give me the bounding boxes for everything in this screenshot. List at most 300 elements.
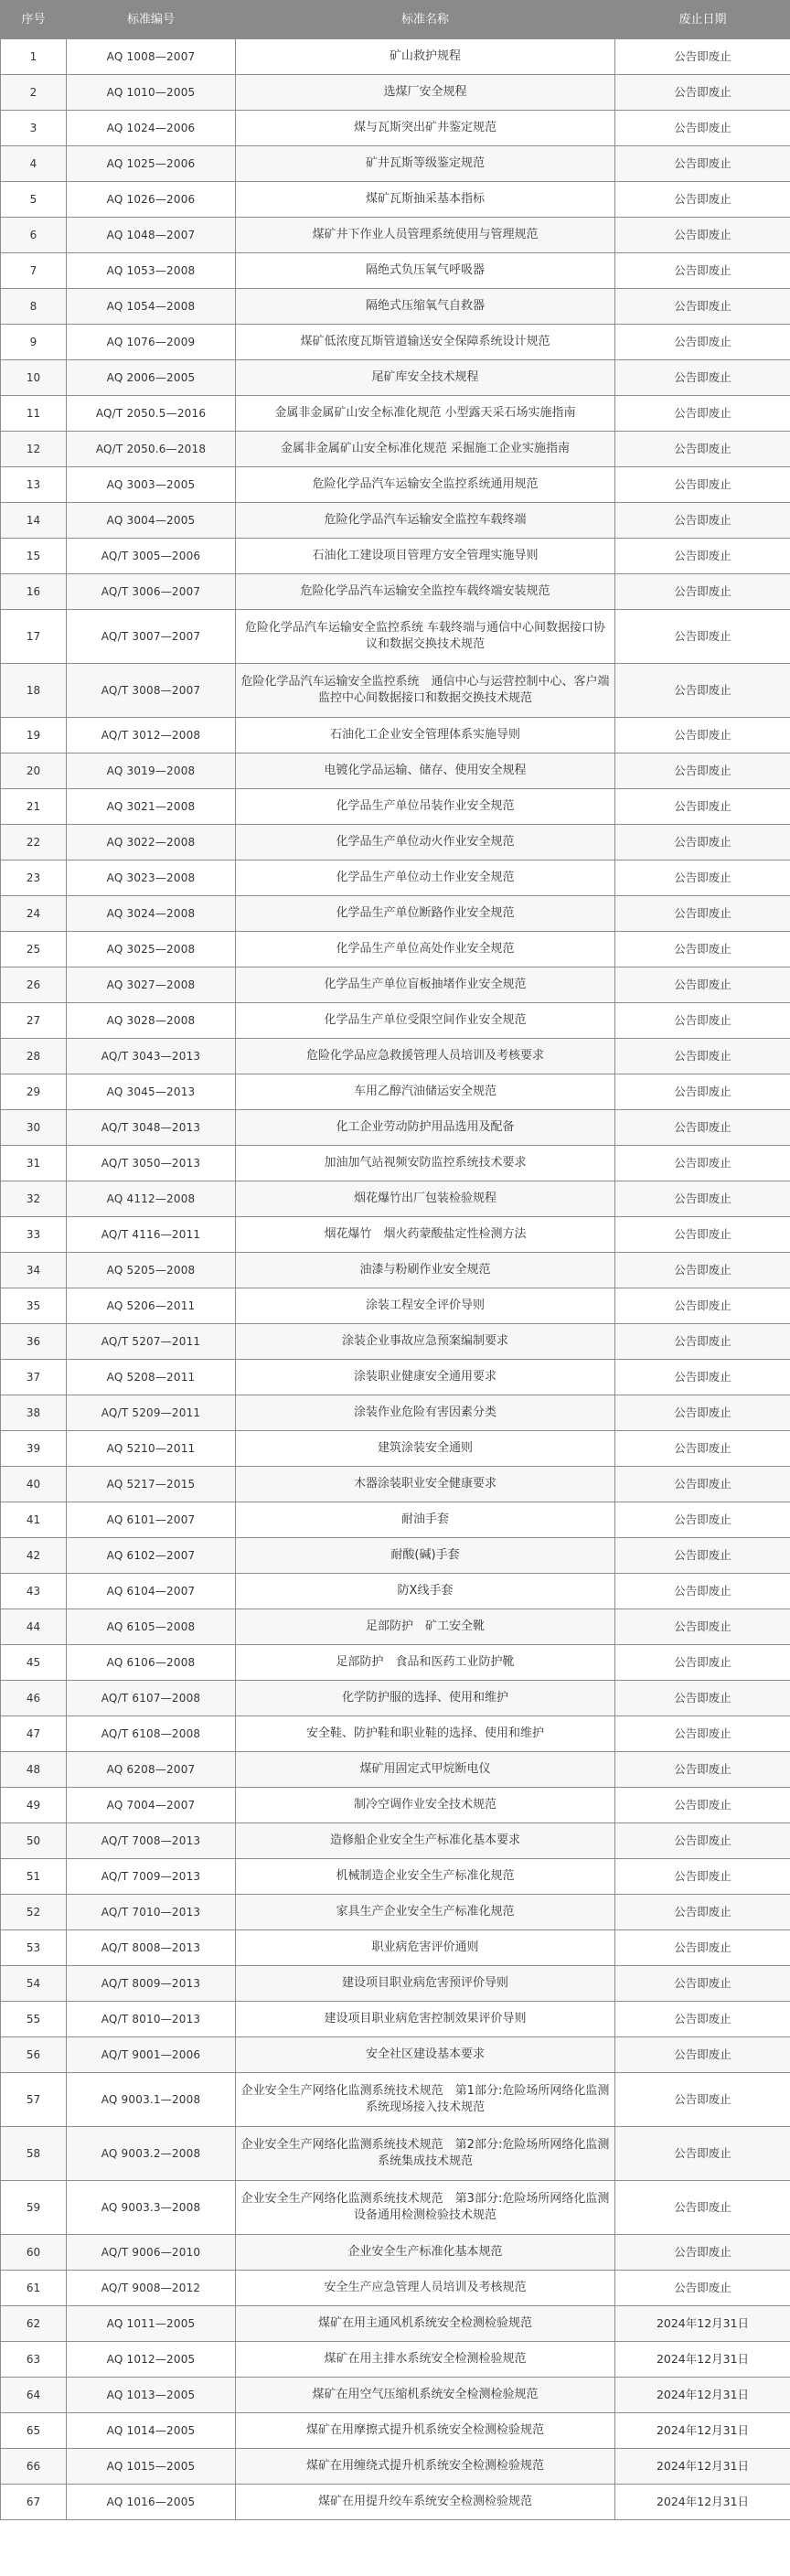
table-row	[1, 664, 790, 718]
cell-standard-name: 煤矿用固定式甲烷断电仪	[236, 1752, 615, 1788]
cell-standard-code: AQ 3025—2008	[67, 932, 236, 967]
table-row	[1, 1431, 790, 1467]
table-row	[1, 1966, 790, 2002]
table-row	[1, 754, 790, 789]
table-row	[1, 39, 790, 75]
cell-standard-name: 危险化学品汽车运输安全监控车载终端安装规范	[236, 574, 615, 610]
cell-standard-code: AQ 3028—2008	[67, 1003, 236, 1039]
cell-standard-code: AQ 1012—2005	[67, 2342, 236, 2378]
cell-standard-code: AQ 3021—2008	[67, 789, 236, 825]
cell-serial-number: 61	[1, 2271, 67, 2306]
cell-abolish-date: 公告即废止	[615, 718, 790, 754]
cell-serial-number: 56	[1, 2037, 67, 2073]
table-row	[1, 1253, 790, 1288]
header-standard-name: 标准名称	[236, 1, 615, 39]
cell-abolish-date: 公告即废止	[615, 825, 790, 860]
cell-abolish-date: 公告即废止	[615, 1467, 790, 1502]
cell-abolish-date: 公告即废止	[615, 1395, 790, 1431]
cell-standard-code: AQ 3045—2013	[67, 1074, 236, 1110]
cell-serial-number: 18	[1, 664, 67, 718]
table-row	[1, 75, 790, 111]
cell-standard-name: 涂装职业健康安全通用要求	[236, 1360, 615, 1395]
cell-standard-code: AQ/T 7009—2013	[67, 1859, 236, 1895]
cell-standard-code: AQ 1010—2005	[67, 75, 236, 111]
table-row	[1, 182, 790, 218]
table-row	[1, 1823, 790, 1859]
cell-standard-code: AQ 1015—2005	[67, 2449, 236, 2485]
cell-standard-name: 足部防护 食品和医药工业防护靴	[236, 1645, 615, 1681]
table-row	[1, 467, 790, 503]
cell-abolish-date: 公告即废止	[615, 1502, 790, 1538]
cell-standard-code: AQ 5206—2011	[67, 1288, 236, 1324]
cell-standard-name: 足部防护 矿工安全靴	[236, 1609, 615, 1645]
cell-standard-name: 电镀化学品运输、储存、使用安全规程	[236, 754, 615, 789]
cell-standard-name: 危险化学品汽车运输安全监控车载终端	[236, 503, 615, 539]
table-row	[1, 2181, 790, 2235]
cell-standard-code: AQ 6102—2007	[67, 1538, 236, 1574]
cell-abolish-date: 公告即废止	[615, 1039, 790, 1074]
table-row	[1, 2271, 790, 2306]
cell-standard-name: 石油化工企业安全管理体系实施导则	[236, 718, 615, 754]
cell-standard-name: 化学品生产单位断路作业安全规范	[236, 896, 615, 932]
cell-abolish-date: 公告即废止	[615, 1788, 790, 1823]
cell-standard-code: AQ 9003.2—2008	[67, 2127, 236, 2181]
cell-standard-name: 制冷空调作业安全技术规范	[236, 1788, 615, 1823]
cell-serial-number: 44	[1, 1609, 67, 1645]
cell-abolish-date: 公告即废止	[615, 146, 790, 182]
cell-standard-name: 危险化学品汽车运输安全监控系统 车载终端与通信中心间数据接口协议和数据交换技术规范	[236, 610, 615, 664]
cell-standard-name: 化学品生产单位动土作业安全规范	[236, 860, 615, 896]
cell-standard-code: AQ/T 3005—2006	[67, 539, 236, 574]
cell-standard-code: AQ 5210—2011	[67, 1431, 236, 1467]
table-row	[1, 2413, 790, 2449]
cell-abolish-date: 2024年12月31日	[615, 2378, 790, 2413]
cell-standard-name: 金属非金属矿山安全标准化规范 采掘施工企业实施指南	[236, 432, 615, 467]
cell-serial-number: 64	[1, 2378, 67, 2413]
cell-serial-number: 52	[1, 1895, 67, 1930]
cell-serial-number: 24	[1, 896, 67, 932]
cell-standard-code: AQ/T 8010—2013	[67, 2002, 236, 2037]
table-row	[1, 932, 790, 967]
cell-standard-name: 化学品生产单位盲板抽堵作业安全规范	[236, 967, 615, 1003]
table-row	[1, 1110, 790, 1146]
cell-standard-name: 矿井瓦斯等级鉴定规范	[236, 146, 615, 182]
cell-abolish-date: 公告即废止	[615, 2235, 790, 2271]
cell-standard-code: AQ/T 3048—2013	[67, 1110, 236, 1146]
cell-standard-name: 煤矿在用提升绞车系统安全检测检验规范	[236, 2485, 615, 2520]
cell-standard-name: 职业病危害评价通则	[236, 1930, 615, 1966]
table-row	[1, 218, 790, 253]
table-row	[1, 1074, 790, 1110]
cell-abolish-date: 公告即废止	[615, 39, 790, 75]
cell-serial-number: 30	[1, 1110, 67, 1146]
cell-standard-code: AQ/T 3007—2007	[67, 610, 236, 664]
cell-abolish-date: 公告即废止	[615, 503, 790, 539]
header-standard-code: 标准编号	[67, 1, 236, 39]
cell-standard-name: 建设项目职业病危害控制效果评价导则	[236, 2002, 615, 2037]
cell-abolish-date: 公告即废止	[615, 896, 790, 932]
table-row	[1, 1502, 790, 1538]
table-row	[1, 1395, 790, 1431]
cell-serial-number: 13	[1, 467, 67, 503]
cell-abolish-date: 公告即废止	[615, 664, 790, 718]
table-row	[1, 1609, 790, 1645]
cell-standard-code: AQ 1014—2005	[67, 2413, 236, 2449]
cell-abolish-date: 公告即废止	[615, 2073, 790, 2127]
cell-abolish-date: 公告即废止	[615, 1181, 790, 1217]
table-row	[1, 2485, 790, 2520]
cell-standard-name: 耐油手套	[236, 1502, 615, 1538]
table-row	[1, 2037, 790, 2073]
cell-serial-number: 34	[1, 1253, 67, 1288]
cell-abolish-date: 公告即废止	[615, 574, 790, 610]
cell-standard-code: AQ/T 7008—2013	[67, 1823, 236, 1859]
cell-serial-number: 6	[1, 218, 67, 253]
cell-abolish-date: 公告即废止	[615, 1681, 790, 1716]
cell-abolish-date: 公告即废止	[615, 1752, 790, 1788]
cell-standard-code: AQ/T 9006—2010	[67, 2235, 236, 2271]
cell-serial-number: 3	[1, 111, 67, 146]
table-row	[1, 111, 790, 146]
cell-standard-name: 造修船企业安全生产标准化基本要求	[236, 1823, 615, 1859]
cell-standard-code: AQ/T 3006—2007	[67, 574, 236, 610]
cell-standard-code: AQ/T 5209—2011	[67, 1395, 236, 1431]
cell-serial-number: 60	[1, 2235, 67, 2271]
cell-abolish-date: 公告即废止	[615, 1538, 790, 1574]
cell-abolish-date: 公告即废止	[615, 1609, 790, 1645]
cell-abolish-date: 2024年12月31日	[615, 2413, 790, 2449]
cell-serial-number: 26	[1, 967, 67, 1003]
cell-serial-number: 1	[1, 39, 67, 75]
cell-standard-code: AQ/T 6107—2008	[67, 1681, 236, 1716]
cell-serial-number: 67	[1, 2485, 67, 2520]
cell-serial-number: 40	[1, 1467, 67, 1502]
cell-serial-number: 8	[1, 289, 67, 325]
cell-standard-code: AQ/T 2050.5—2016	[67, 396, 236, 432]
cell-abolish-date: 公告即废止	[615, 1324, 790, 1360]
table-row	[1, 325, 790, 360]
cell-serial-number: 22	[1, 825, 67, 860]
cell-abolish-date: 公告即废止	[615, 1859, 790, 1895]
cell-standard-name: 金属非金属矿山安全标准化规范 小型露天采石场实施指南	[236, 396, 615, 432]
cell-abolish-date: 公告即废止	[615, 1074, 790, 1110]
cell-abolish-date: 公告即废止	[615, 396, 790, 432]
cell-standard-code: AQ/T 7010—2013	[67, 1895, 236, 1930]
cell-standard-code: AQ 1076—2009	[67, 325, 236, 360]
table-row	[1, 860, 790, 896]
table-row	[1, 360, 790, 396]
cell-serial-number: 15	[1, 539, 67, 574]
cell-standard-code: AQ 1013—2005	[67, 2378, 236, 2413]
table-header-row	[1, 1, 790, 39]
cell-standard-code: AQ 3027—2008	[67, 967, 236, 1003]
cell-standard-name: 隔绝式负压氧气呼吸器	[236, 253, 615, 289]
cell-abolish-date: 公告即废止	[615, 1110, 790, 1146]
table-row	[1, 1324, 790, 1360]
cell-standard-code: AQ/T 9001—2006	[67, 2037, 236, 2073]
cell-serial-number: 59	[1, 2181, 67, 2235]
cell-serial-number: 7	[1, 253, 67, 289]
cell-serial-number: 14	[1, 503, 67, 539]
cell-standard-name: 煤矿在用空气压缩机系统安全检测检验规范	[236, 2378, 615, 2413]
cell-standard-name: 化工企业劳动防护用品选用及配备	[236, 1110, 615, 1146]
cell-serial-number: 45	[1, 1645, 67, 1681]
table-row	[1, 2235, 790, 2271]
cell-serial-number: 54	[1, 1966, 67, 2002]
table-body	[1, 39, 790, 2520]
cell-standard-name: 尾矿库安全技术规程	[236, 360, 615, 396]
cell-standard-name: 企业安全生产标准化基本规范	[236, 2235, 615, 2271]
table-row	[1, 2127, 790, 2181]
table-row	[1, 1895, 790, 1930]
cell-serial-number: 23	[1, 860, 67, 896]
cell-standard-code: AQ/T 9008—2012	[67, 2271, 236, 2306]
table-row	[1, 503, 790, 539]
cell-abolish-date: 公告即废止	[615, 1716, 790, 1752]
cell-standard-name: 安全生产应急管理人员培训及考核规范	[236, 2271, 615, 2306]
cell-standard-name: 建筑涂装安全通则	[236, 1431, 615, 1467]
cell-standard-code: AQ 6106—2008	[67, 1645, 236, 1681]
table-row	[1, 896, 790, 932]
table-row	[1, 289, 790, 325]
cell-standard-name: 企业安全生产网络化监测系统技术规范 第3部分:危险场所网络化监测设备通用检测检验技术规范	[236, 2181, 615, 2235]
cell-standard-name: 耐酸(碱)手套	[236, 1538, 615, 1574]
table-row	[1, 253, 790, 289]
cell-abolish-date: 公告即废止	[615, 2037, 790, 2073]
table-row	[1, 1003, 790, 1039]
table-row	[1, 1574, 790, 1609]
cell-serial-number: 9	[1, 325, 67, 360]
cell-abolish-date: 公告即废止	[615, 754, 790, 789]
cell-serial-number: 66	[1, 2449, 67, 2485]
cell-abolish-date: 公告即废止	[615, 432, 790, 467]
cell-serial-number: 32	[1, 1181, 67, 1217]
table-row	[1, 396, 790, 432]
cell-serial-number: 43	[1, 1574, 67, 1609]
cell-standard-name: 矿山救护规程	[236, 39, 615, 75]
cell-serial-number: 47	[1, 1716, 67, 1752]
cell-abolish-date: 公告即废止	[615, 1003, 790, 1039]
cell-abolish-date: 公告即废止	[615, 967, 790, 1003]
table-row	[1, 1039, 790, 1074]
cell-abolish-date: 公告即废止	[615, 182, 790, 218]
cell-standard-code: AQ 1024—2006	[67, 111, 236, 146]
table-row	[1, 1538, 790, 1574]
cell-standard-name: 安全鞋、防护鞋和职业鞋的选择、使用和维护	[236, 1716, 615, 1752]
cell-standard-name: 加油加气站视频安防监控系统技术要求	[236, 1146, 615, 1181]
cell-standard-name: 涂装企业事故应急预案编制要求	[236, 1324, 615, 1360]
cell-standard-code: AQ 7004—2007	[67, 1788, 236, 1823]
cell-serial-number: 39	[1, 1431, 67, 1467]
cell-standard-name: 机械制造企业安全生产标准化规范	[236, 1859, 615, 1895]
table-row	[1, 1217, 790, 1253]
cell-serial-number: 53	[1, 1930, 67, 1966]
cell-abolish-date: 公告即废止	[615, 111, 790, 146]
cell-standard-name: 煤矿在用主排水系统安全检测检验规范	[236, 2342, 615, 2378]
table-row	[1, 2342, 790, 2378]
cell-standard-name: 涂装作业危险有害因素分类	[236, 1395, 615, 1431]
cell-standard-name: 煤矿在用摩擦式提升机系统安全检测检验规范	[236, 2413, 615, 2449]
cell-standard-name: 煤矿在用主通风机系统安全检测检验规范	[236, 2306, 615, 2342]
cell-standard-code: AQ 6104—2007	[67, 1574, 236, 1609]
cell-serial-number: 63	[1, 2342, 67, 2378]
cell-standard-code: AQ 1048—2007	[67, 218, 236, 253]
cell-standard-name: 煤矿在用缠绕式提升机系统安全检测检验规范	[236, 2449, 615, 2485]
cell-abolish-date: 公告即废止	[615, 2002, 790, 2037]
cell-standard-code: AQ 1025—2006	[67, 146, 236, 182]
table-row	[1, 2306, 790, 2342]
cell-standard-name: 木器涂装职业安全健康要求	[236, 1467, 615, 1502]
cell-abolish-date: 公告即废止	[615, 467, 790, 503]
cell-standard-name: 煤与瓦斯突出矿井鉴定规范	[236, 111, 615, 146]
table-row	[1, 967, 790, 1003]
cell-abolish-date: 公告即废止	[615, 360, 790, 396]
cell-standard-code: AQ/T 5207—2011	[67, 1324, 236, 1360]
cell-standard-name: 煤矿瓦斯抽采基本指标	[236, 182, 615, 218]
cell-standard-name: 车用乙醇汽油储运安全规范	[236, 1074, 615, 1110]
cell-standard-code: AQ 3024—2008	[67, 896, 236, 932]
cell-standard-name: 企业安全生产网络化监测系统技术规范 第1部分:危险场所网络化监测系统现场接入技术规范	[236, 2073, 615, 2127]
cell-serial-number: 28	[1, 1039, 67, 1074]
cell-standard-code: AQ 1026—2006	[67, 182, 236, 218]
cell-serial-number: 33	[1, 1217, 67, 1253]
cell-serial-number: 31	[1, 1146, 67, 1181]
cell-serial-number: 2	[1, 75, 67, 111]
cell-standard-name: 危险化学品汽车运输安全监控系统 通信中心与运营控制中心、客户端监控中心间数据接口和数据交换技术规范	[236, 664, 615, 718]
cell-abolish-date: 2024年12月31日	[615, 2485, 790, 2520]
cell-standard-code: AQ 6208—2007	[67, 1752, 236, 1788]
cell-serial-number: 46	[1, 1681, 67, 1716]
cell-standard-code: AQ 1011—2005	[67, 2306, 236, 2342]
cell-abolish-date: 公告即废止	[615, 75, 790, 111]
cell-serial-number: 37	[1, 1360, 67, 1395]
cell-abolish-date: 公告即废止	[615, 932, 790, 967]
cell-abolish-date: 公告即废止	[615, 2181, 790, 2235]
table-row	[1, 1788, 790, 1823]
table-row	[1, 789, 790, 825]
cell-serial-number: 62	[1, 2306, 67, 2342]
cell-abolish-date: 公告即废止	[615, 1930, 790, 1966]
cell-serial-number: 50	[1, 1823, 67, 1859]
cell-abolish-date: 公告即废止	[615, 1431, 790, 1467]
cell-abolish-date: 公告即废止	[615, 1360, 790, 1395]
cell-serial-number: 38	[1, 1395, 67, 1431]
table-row	[1, 2449, 790, 2485]
cell-standard-code: AQ 5217—2015	[67, 1467, 236, 1502]
cell-standard-code: AQ 6101—2007	[67, 1502, 236, 1538]
table-row	[1, 2002, 790, 2037]
cell-standard-name: 危险化学品汽车运输安全监控系统通用规范	[236, 467, 615, 503]
table-row	[1, 539, 790, 574]
cell-serial-number: 29	[1, 1074, 67, 1110]
cell-serial-number: 65	[1, 2413, 67, 2449]
cell-standard-name: 企业安全生产网络化监测系统技术规范 第2部分:危险场所网络化监测系统集成技术规范	[236, 2127, 615, 2181]
cell-abolish-date: 公告即废止	[615, 860, 790, 896]
cell-abolish-date: 公告即废止	[615, 539, 790, 574]
cell-standard-code: AQ/T 2050.6—2018	[67, 432, 236, 467]
cell-abolish-date: 公告即废止	[615, 1146, 790, 1181]
cell-standard-name: 隔绝式压缩氧气自救器	[236, 289, 615, 325]
table-row	[1, 2073, 790, 2127]
table-row	[1, 1360, 790, 1395]
cell-abolish-date: 2024年12月31日	[615, 2342, 790, 2378]
cell-standard-code: AQ 5205—2008	[67, 1253, 236, 1288]
cell-standard-code: AQ 3019—2008	[67, 754, 236, 789]
cell-standard-code: AQ 3023—2008	[67, 860, 236, 896]
cell-serial-number: 41	[1, 1502, 67, 1538]
cell-standard-name: 石油化工建设项目管理方安全管理实施导则	[236, 539, 615, 574]
cell-serial-number: 19	[1, 718, 67, 754]
table-row	[1, 1681, 790, 1716]
table-row	[1, 1930, 790, 1966]
cell-standard-name: 烟花爆竹出厂包装检验规程	[236, 1181, 615, 1217]
table-row	[1, 146, 790, 182]
cell-standard-code: AQ 1008—2007	[67, 39, 236, 75]
cell-standard-name: 选煤厂安全规程	[236, 75, 615, 111]
cell-abolish-date: 公告即废止	[615, 289, 790, 325]
table-row	[1, 432, 790, 467]
cell-standard-code: AQ 1053—2008	[67, 253, 236, 289]
cell-standard-code: AQ/T 3050—2013	[67, 1146, 236, 1181]
cell-standard-code: AQ 9003.1—2008	[67, 2073, 236, 2127]
cell-abolish-date: 公告即废止	[615, 1966, 790, 2002]
table-row	[1, 1645, 790, 1681]
cell-standard-code: AQ 1016—2005	[67, 2485, 236, 2520]
cell-serial-number: 51	[1, 1859, 67, 1895]
table-row	[1, 1288, 790, 1324]
cell-standard-code: AQ/T 8008—2013	[67, 1930, 236, 1966]
cell-serial-number: 27	[1, 1003, 67, 1039]
cell-serial-number: 21	[1, 789, 67, 825]
cell-abolish-date: 公告即废止	[615, 1288, 790, 1324]
cell-standard-code: AQ 6105—2008	[67, 1609, 236, 1645]
cell-standard-name: 煤矿井下作业人员管理系统使用与管理规范	[236, 218, 615, 253]
table-row	[1, 2378, 790, 2413]
cell-serial-number: 11	[1, 396, 67, 432]
cell-standard-code: AQ/T 3012—2008	[67, 718, 236, 754]
cell-standard-code: AQ 2006—2005	[67, 360, 236, 396]
cell-serial-number: 4	[1, 146, 67, 182]
cell-serial-number: 10	[1, 360, 67, 396]
cell-abolish-date: 2024年12月31日	[615, 2449, 790, 2485]
cell-serial-number: 36	[1, 1324, 67, 1360]
cell-abolish-date: 公告即废止	[615, 325, 790, 360]
cell-standard-name: 防X线手套	[236, 1574, 615, 1609]
cell-standard-code: AQ 4112—2008	[67, 1181, 236, 1217]
table-row	[1, 825, 790, 860]
cell-standard-name: 化学品生产单位受限空间作业安全规范	[236, 1003, 615, 1039]
cell-serial-number: 16	[1, 574, 67, 610]
cell-serial-number: 35	[1, 1288, 67, 1324]
cell-standard-code: AQ 9003.3—2008	[67, 2181, 236, 2235]
cell-serial-number: 17	[1, 610, 67, 664]
cell-standard-code: AQ 3003—2005	[67, 467, 236, 503]
cell-serial-number: 42	[1, 1538, 67, 1574]
cell-standard-code: AQ/T 6108—2008	[67, 1716, 236, 1752]
cell-serial-number: 12	[1, 432, 67, 467]
table-row	[1, 1181, 790, 1217]
cell-standard-name: 化学防护服的选择、使用和维护	[236, 1681, 615, 1716]
cell-serial-number: 55	[1, 2002, 67, 2037]
cell-serial-number: 58	[1, 2127, 67, 2181]
table-row	[1, 1716, 790, 1752]
cell-serial-number: 5	[1, 182, 67, 218]
cell-standard-name: 化学品生产单位高处作业安全规范	[236, 932, 615, 967]
cell-standard-name: 化学品生产单位吊装作业安全规范	[236, 789, 615, 825]
table-row	[1, 574, 790, 610]
cell-abolish-date: 2024年12月31日	[615, 2306, 790, 2342]
cell-abolish-date: 公告即废止	[615, 1895, 790, 1930]
